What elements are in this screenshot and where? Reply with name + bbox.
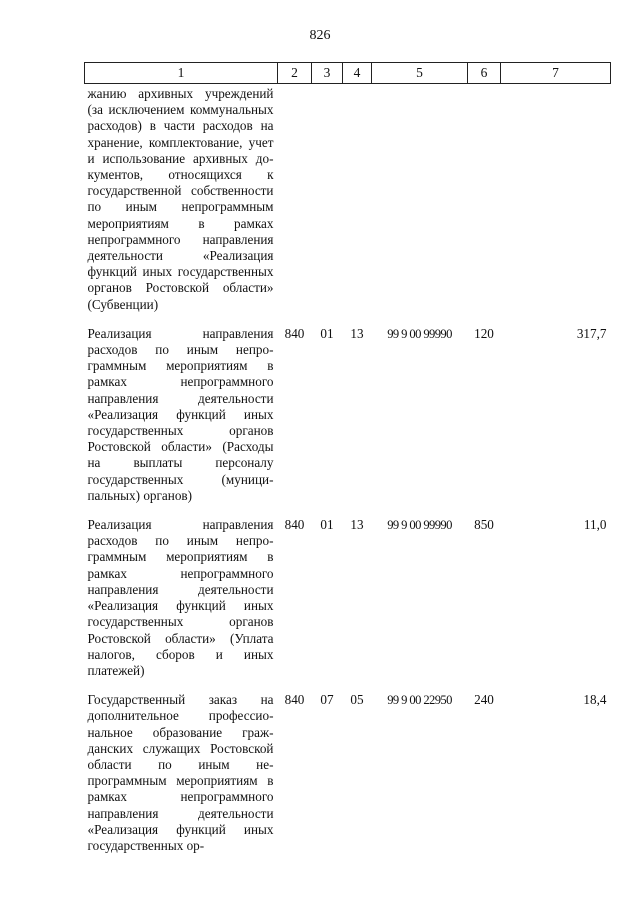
- row-description: Государственный заказ на дополнительное профессиональное образование гражданских служащих Ростовской области по иным непрограммным мероприятиям в рамках непрограммного направления деятельности «Реализация функций иных государственных ор-: [87, 692, 274, 853]
- row-target-article: 99 9 00 22950: [387, 693, 452, 708]
- row-amount: 18,4: [583, 692, 607, 708]
- row-section-code: 01: [320, 517, 334, 533]
- row-section-code: 07: [320, 692, 334, 708]
- row-subsection-code: 13: [350, 325, 364, 341]
- column-header: 2: [278, 63, 312, 84]
- row-target-article: 99 9 00 99990: [387, 518, 452, 533]
- row-subsection-code: [343, 84, 372, 313]
- row-expense-type: 850: [474, 517, 494, 533]
- table-header-row: [85, 63, 611, 84]
- page-number: 826: [309, 28, 331, 43]
- row-description: Реализация направления расходов по иным непрограммным мероприятиям в рамках непрограммного направления деятельности «Реализация функций иных государственных органов Ростовской области» (Уплата налогов, сборов и иных платежей): [87, 517, 274, 678]
- row-description: жанию архивных учреждений (за исключением коммунальных расходов) в части расходов на хранение, комплектование, учет и использование архивных документов, относящихся к государственной собственности по иным непрограммным мероприятиям в рамках непрограммного направления деятельности «Реализация функций иных государственных органов Ростовской области» (Субвенции): [87, 86, 274, 312]
- column-header: 6: [468, 63, 501, 84]
- column-header: 5: [372, 63, 468, 84]
- row-ministry-code: [278, 84, 312, 313]
- row-expense-type: 240: [474, 692, 494, 708]
- row-expense-type: 120: [474, 325, 494, 341]
- row-ministry-code: 840: [284, 325, 305, 341]
- table-row: [85, 679, 611, 854]
- row-amount: [501, 84, 611, 313]
- column-header: 1: [85, 63, 278, 84]
- row-expense-type: [468, 84, 501, 313]
- table-row: [85, 504, 611, 679]
- column-header: 7: [501, 63, 611, 84]
- table-row: [85, 313, 611, 504]
- row-ministry-code: 840: [284, 692, 305, 708]
- row-target-article: 99 9 00 99990: [387, 326, 452, 341]
- budget-table: [84, 62, 611, 854]
- row-section-code: 01: [320, 325, 334, 341]
- column-header: 4: [343, 63, 372, 84]
- table-row: [85, 84, 611, 313]
- column-header: 3: [312, 63, 343, 84]
- row-description: Реализация направления расходов по иным непрограммным мероприятиям в рамках непрограммного направления деятельности «Реализация функций иных государственных органов Ростовской области» (Расходы на выплаты персоналу государственных (муниципальных) органов): [87, 325, 274, 503]
- row-section-code: [312, 84, 343, 313]
- row-amount: 11,0: [583, 517, 607, 533]
- row-subsection-code: 05: [350, 692, 364, 708]
- row-ministry-code: 840: [284, 517, 305, 533]
- row-subsection-code: 13: [350, 517, 364, 533]
- row-amount: 317,7: [576, 325, 607, 341]
- row-target-article: [372, 84, 468, 313]
